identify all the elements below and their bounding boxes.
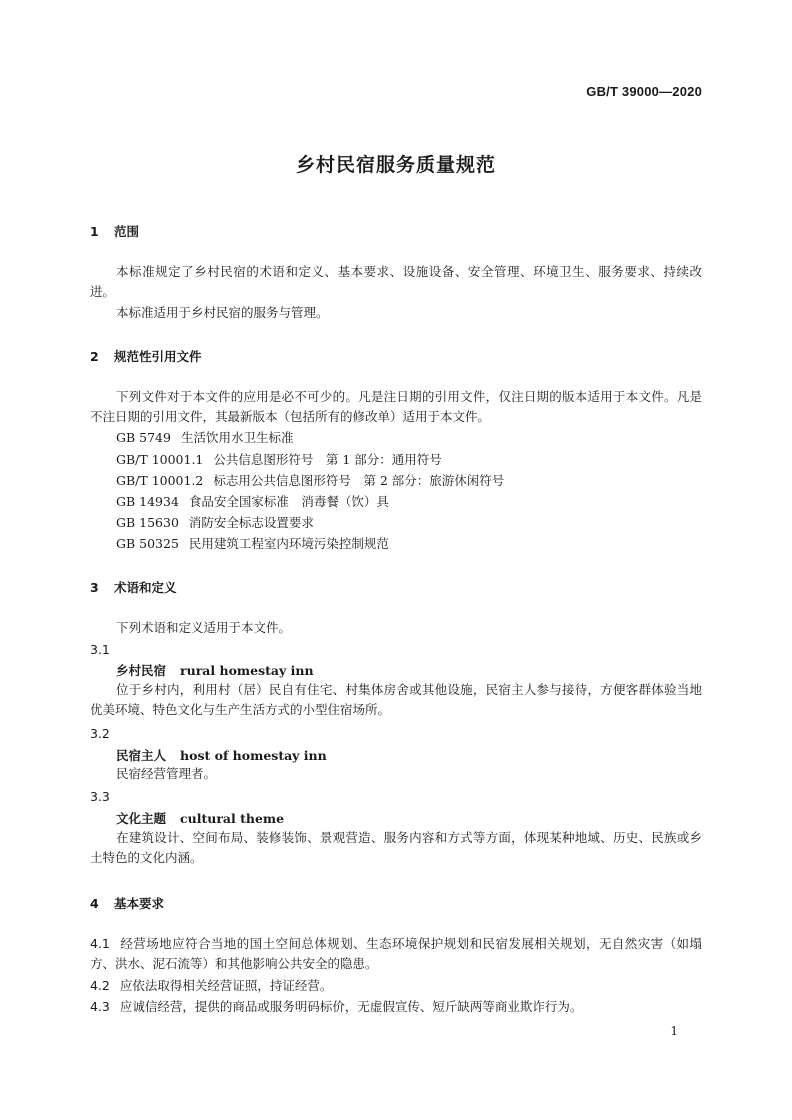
- term-english: rural homestay inn: [180, 663, 314, 678]
- reference-name: 民用建筑工程室内环境污染控制规范: [188, 536, 389, 551]
- section-title: 术语和定义: [114, 580, 177, 595]
- section-number: 2: [90, 349, 99, 364]
- section-3-intro: 下列术语和定义适用于本文件。: [116, 620, 292, 635]
- term-chinese: 民宿主人: [116, 748, 167, 763]
- section-title: 基本要求: [114, 896, 165, 911]
- term-heading: [116, 746, 327, 764]
- section-4-heading: [90, 894, 164, 912]
- requirement-number: 4.3: [90, 999, 110, 1014]
- reference-item: [116, 513, 314, 533]
- section-1-heading: [90, 222, 139, 240]
- reference-name: 消防安全标志设置要求: [188, 515, 314, 530]
- section-3-heading: [90, 578, 177, 596]
- term-number: 3.1: [90, 642, 110, 657]
- section-number: 1: [90, 224, 99, 239]
- section-title: 范围: [114, 224, 140, 239]
- requirement-text: 应依法取得相关经营证照，持证经营。: [119, 978, 333, 993]
- section-title: 规范性引用文件: [114, 349, 202, 364]
- reference-code: GB/T 10001.1: [116, 452, 204, 467]
- reference-code: GB/T 10001.2: [116, 473, 204, 488]
- section-1-paragraph-2: 本标准适用于乡村民宿的服务与管理。: [116, 305, 329, 320]
- reference-item: [116, 428, 293, 448]
- reference-item: [116, 471, 504, 491]
- reference-name: 公共信息图形符号 第 1 部分：通用符号: [213, 452, 442, 467]
- section-number: 4: [90, 896, 99, 911]
- requirement-item: [90, 976, 702, 996]
- requirement-number: 4.2: [90, 978, 110, 993]
- requirement-item: [90, 997, 702, 1017]
- term-english: cultural theme: [180, 811, 285, 826]
- term-chinese: 乡村民宿: [116, 663, 167, 678]
- section-number: 3: [90, 580, 99, 595]
- reference-name: 食品安全国家标准 消毒餐（饮）具: [188, 494, 389, 509]
- requirement-number: 4.1: [90, 936, 110, 951]
- page-number: 1: [670, 1024, 678, 1038]
- reference-code: GB 15630: [116, 515, 179, 530]
- term-heading: [116, 661, 314, 679]
- reference-name: 生活饮用水卫生标准: [180, 430, 294, 445]
- reference-item: [116, 492, 389, 512]
- requirement-item: [90, 934, 702, 974]
- requirement-text: 应诚信经营，提供的商品或服务明码标价，无虚假宣传、短斤缺两等商业欺诈行为。: [119, 999, 583, 1014]
- term-definition: 位于乡村内，利用村（居）民自有住宅、村集体房舍或其他设施，民宿主人参与接待，方便客群体验当地优美环境、特色文化与生产生活方式的小型住宿场所。: [90, 682, 702, 717]
- reference-item: [116, 534, 389, 554]
- reference-code: GB 5749: [116, 430, 171, 445]
- reference-code: GB 14934: [116, 494, 179, 509]
- requirement-text: 经营场地应符合当地的国土空间总体规划、生态环境保护规划和民宿发展相关规划，无自然灾害（如塌方、洪水、泥石流等）和其他影响公共安全的隐患。: [90, 936, 702, 971]
- term-number: 3.2: [90, 726, 110, 741]
- term-chinese: 文化主题: [116, 811, 167, 826]
- term-english: host of homestay inn: [180, 748, 327, 763]
- reference-item: [116, 450, 442, 470]
- term-definition: 在建筑设计、空间布局、装修装饰、景观营造、服务内容和方式等方面，体现某种地域、历史、民族或乡土特色的文化内涵。: [90, 830, 702, 865]
- section-2-paragraph-1: 下列文件对于本文件的应用是必不可少的。凡是注日期的引用文件，仅注日期的版本适用于本文件。凡是不注日期的引用文件，其最新版本（包括所有的修改单）适用于本文件。: [90, 389, 702, 424]
- term-number: 3.3: [90, 789, 110, 804]
- document-title: 乡村民宿服务质量规范: [295, 154, 496, 176]
- term-definition: 民宿经营管理者。: [116, 766, 217, 781]
- reference-name: 标志用公共信息图形符号 第 2 部分：旅游休闲符号: [213, 473, 505, 488]
- term-heading: [116, 809, 284, 827]
- section-2-heading: [90, 347, 202, 365]
- section-1-paragraph-1: 本标准规定了乡村民宿的术语和定义、基本要求、设施设备、安全管理、环境卫生、服务要求、持续改进。: [90, 264, 702, 299]
- standard-code: GB/T 39000—2020: [586, 84, 702, 99]
- reference-code: GB 50325: [116, 536, 179, 551]
